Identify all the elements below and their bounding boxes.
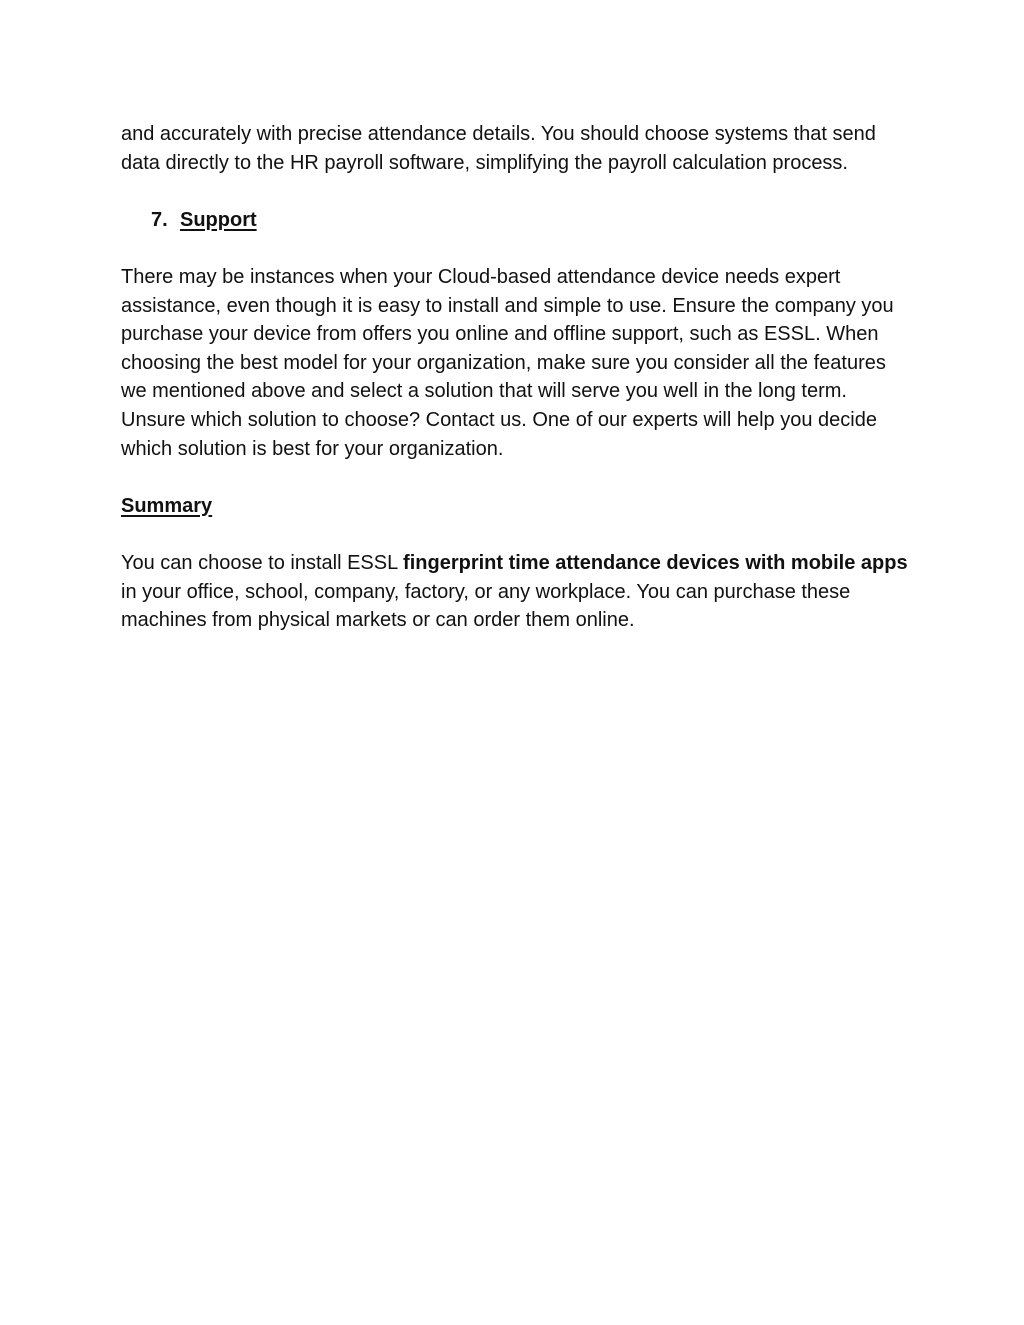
- summary-text-before: You can choose to install ESSL: [121, 551, 404, 574]
- document-body: [121, 120, 911, 663]
- summary-heading-title: Summary: [121, 494, 213, 517]
- summary-heading: [121, 492, 911, 521]
- summary-text-bold: fingerprint time attendance devices with mobile apps: [403, 551, 908, 574]
- support-heading-number: 7.: [151, 208, 168, 231]
- support-paragraph: There may be instances when your Cloud-based attendance device needs expert assistance, even though it is easy to install and simple to use. Ensure the company you purchase your device from offers you online and offline support, such as ESSL. When choosing the best model for your organization, make sure you consider all the features we mentioned above and select a solution that will serve you well in the long term. Unsure which solution to choose? Contact us. One of our experts will help you decide which solution is best for your organization.: [121, 265, 894, 460]
- intro-paragraph: and accurately with precise attendance details. You should choose systems that send data directly to the HR payroll software, simplifying the payroll calculation process.: [121, 123, 876, 174]
- summary-text-after: in your office, school, company, factory, or any workplace. You can purchase these machines from physical markets or can order them online.: [121, 580, 851, 632]
- support-heading: [121, 206, 911, 235]
- summary-paragraph: [121, 549, 911, 635]
- support-heading-title: Support: [180, 208, 257, 231]
